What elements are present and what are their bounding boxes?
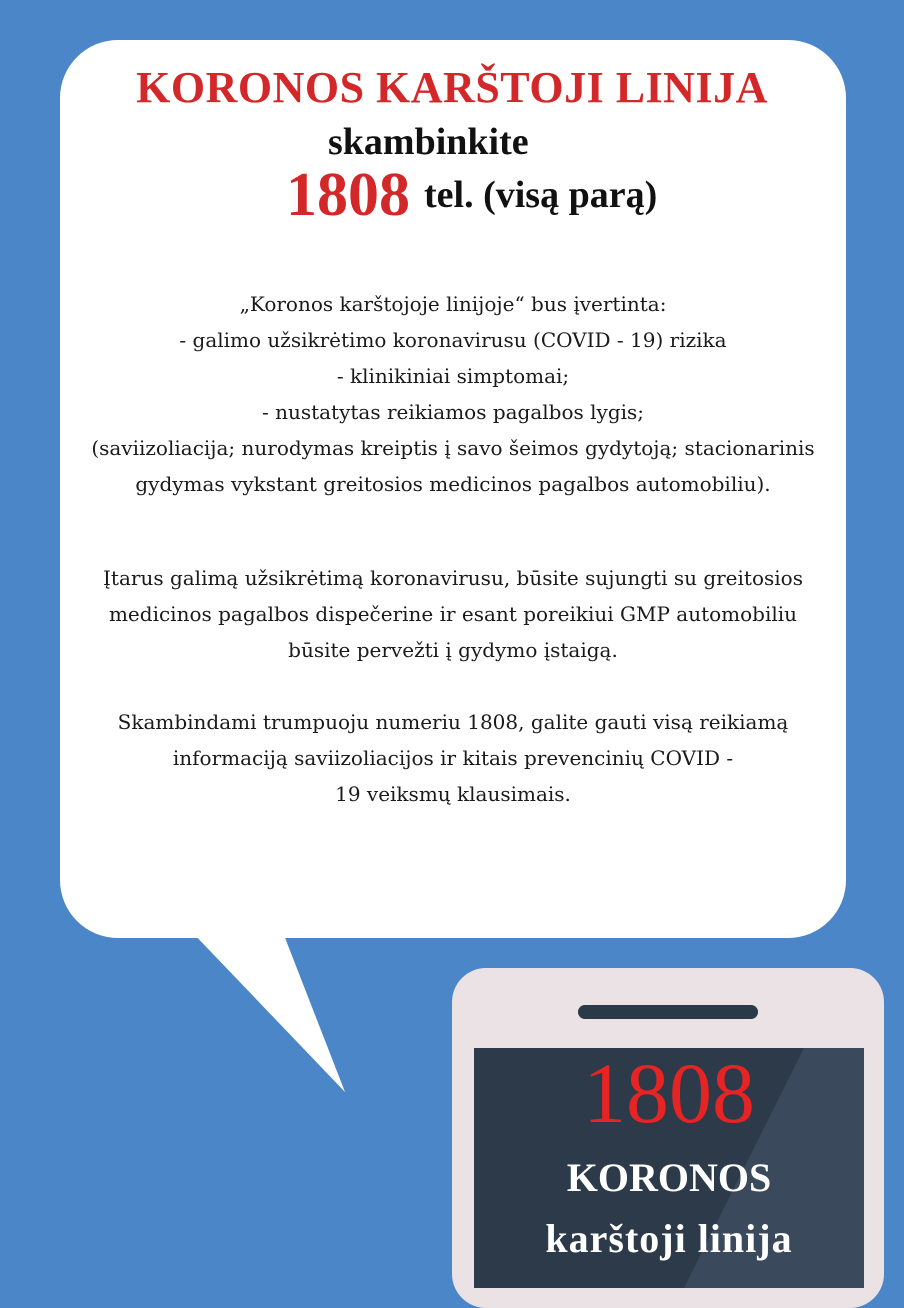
page-title: KORONOS KARŠTOJI LINIJA [136, 63, 768, 112]
subtitle: skambinkite [328, 121, 529, 163]
paragraph-line: - nustatytas reikiamos pagalbos lygis; [261, 400, 645, 424]
paragraph-line: - galimo užsikrėtimo koronavirusu (COVID - 19) rizika [179, 328, 727, 352]
phone-number: 1808 [583, 1045, 755, 1141]
hotline-number: 1808 [286, 161, 410, 229]
paragraph-line: „Koronos karštojoje linijoje“ bus įvertinta: [239, 292, 667, 316]
paragraph-line: (saviizoliacija; nurodymas kreiptis į savo šeimos gydytoją; stacionarinis [91, 436, 815, 460]
paragraph-line: informaciją saviizoliacijos ir kitais prevencinių COVID - [172, 746, 734, 770]
paragraph-line: - klinikiniai simptomai; [336, 364, 570, 388]
paragraph-line: gydymas vykstant greitosios medicinos pagalbos automobiliu). [135, 472, 771, 496]
paragraph-line: būsite pervežti į gydymo įstaigą. [288, 638, 618, 662]
phone-speaker [578, 1005, 758, 1019]
phone-text-koronos: KORONOS [566, 1155, 772, 1200]
hotline-number-suffix: tel. (visą parą) [424, 174, 658, 216]
suspicion-paragraph [60, 560, 846, 668]
info-paragraph [60, 704, 846, 812]
paragraph-line: Skambindami trumpuoju numeriu 1808, galite gauti visą reikiamą [117, 710, 789, 734]
assessment-paragraph [60, 286, 846, 502]
paragraph-line: 19 veiksmų klausimais. [335, 782, 571, 806]
paragraph-line: medicinos pagalbos dispečerine ir esant poreikiui GMP automobiliu [108, 602, 798, 626]
hotline-number-line [286, 160, 657, 231]
paragraph-line: Įtarus galimą užsikrėtimą koronavirusu, būsite sujungti su greitosios [103, 566, 803, 590]
phone-text-hotline: karštoji linija [545, 1216, 793, 1261]
